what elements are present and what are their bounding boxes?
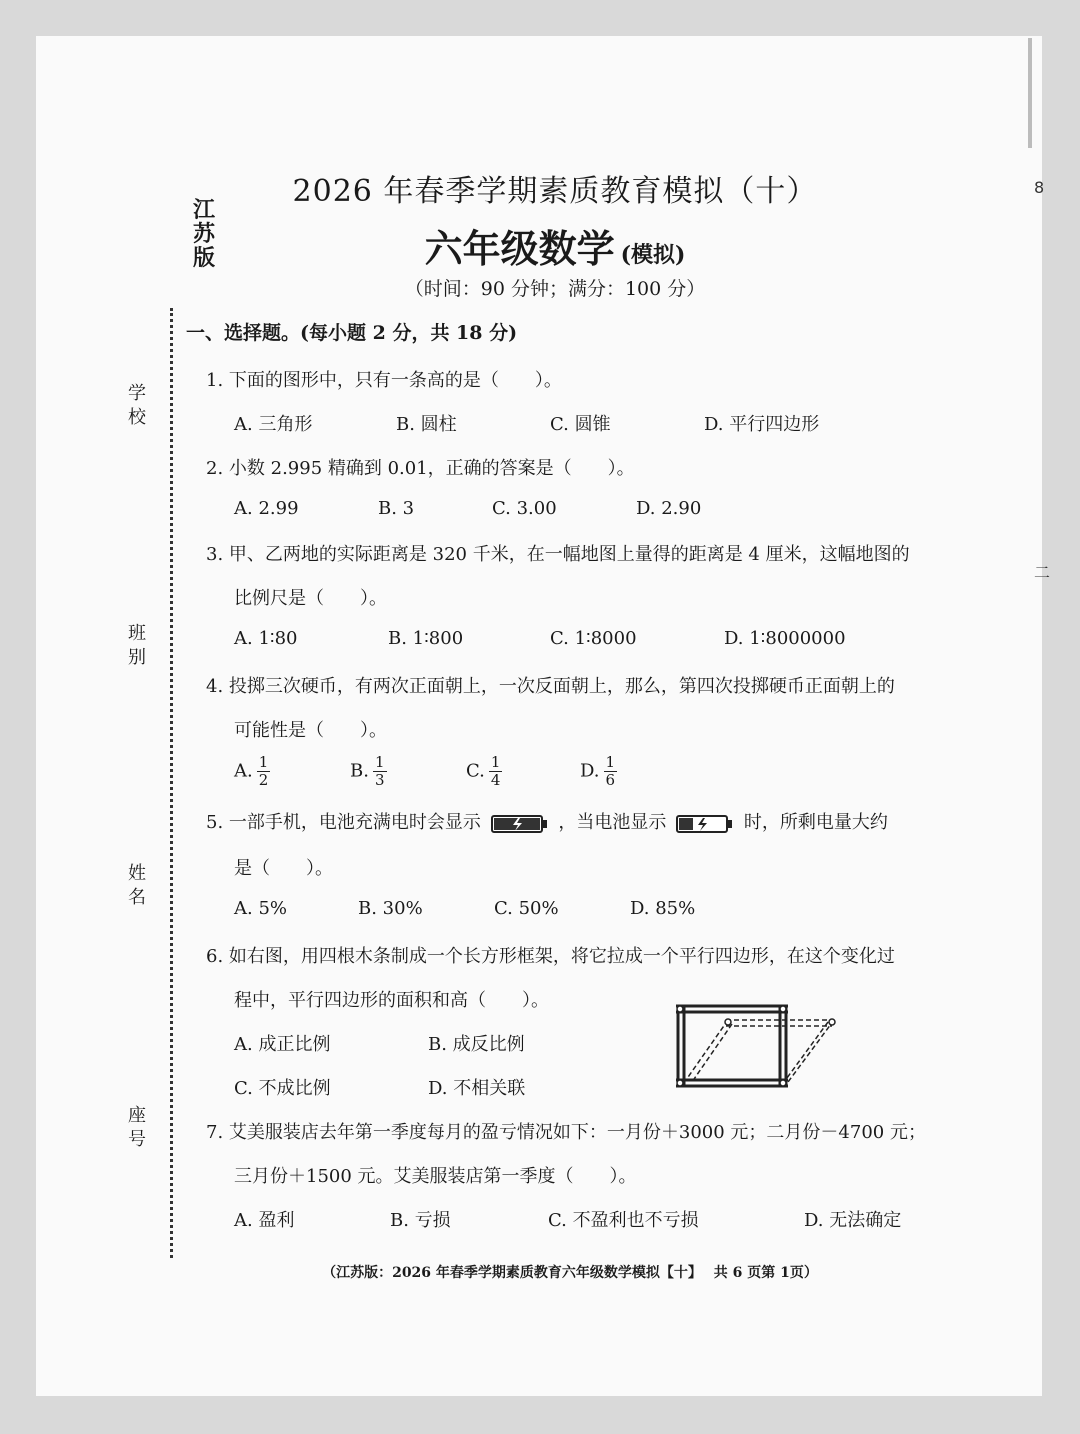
option-b[interactable]: B. 亏损 [390, 1210, 451, 1231]
label-seat [124, 1104, 150, 1152]
frame-figure [670, 998, 850, 1098]
question-5-part-b: ，当电池显示 [558, 812, 667, 833]
subject-title: 六年级数学 [424, 226, 615, 271]
label-char: 姓 [128, 863, 146, 884]
exam-title: 2026 年春季学期素质教育模拟（十） [292, 174, 818, 209]
numerator: 1 [258, 753, 269, 771]
label-char: 校 [128, 407, 146, 428]
subject-suffix: (模拟) [620, 242, 686, 268]
option-d[interactable] [580, 754, 617, 789]
label-char: 号 [128, 1129, 146, 1150]
option-a[interactable]: A. 成正比例 [234, 1034, 331, 1055]
question-area [186, 318, 976, 1231]
question-7-cont: 三月份＋1500 元。艾美服装店第一季度（ ）。 [234, 1166, 637, 1187]
binding-line [170, 308, 173, 1258]
question-3-cont: 比例尺是（ ）。 [234, 588, 387, 609]
page-footer: （江苏版：2026 年春季学期素质教育六年级数学模拟【十】 共 6 页第 1页） [322, 1265, 818, 1281]
option-d[interactable]: D. 85% [630, 898, 696, 919]
question-3: 3. 甲、乙两地的实际距离是 320 千米，在一幅地图上量得的距离是 4 厘米，这幅地图的 [206, 544, 910, 565]
question-4: 4. 投掷三次硬币，有两次正面朝上，一次反面朝上，那么，第四次投掷硬币正面朝上的 [206, 676, 895, 697]
option-d[interactable]: D. 平行四边形 [704, 414, 820, 435]
option-b[interactable]: B. 圆柱 [396, 414, 457, 435]
scrollbar[interactable] [1028, 38, 1032, 148]
question-5 [206, 808, 888, 834]
question-4-cont: 可能性是（ ）。 [234, 720, 387, 741]
numerator: 1 [490, 753, 501, 771]
edge-mark-top: 8 [1034, 178, 1045, 197]
label-char: 别 [128, 647, 146, 668]
denominator: 6 [605, 771, 616, 789]
fraction [373, 754, 387, 789]
exam-time-score: （时间：90 分钟；满分：100 分） [404, 278, 706, 300]
option-a[interactable]: A. 1∶80 [234, 628, 298, 649]
option-c[interactable]: C. 50% [494, 898, 559, 919]
option-c[interactable] [466, 754, 502, 789]
label-class [124, 622, 150, 670]
option-c[interactable]: C. 1∶8000 [550, 628, 637, 649]
option-b[interactable]: B. 1∶800 [388, 628, 464, 649]
question-5-part-a: 5. 一部手机，电池充满电时会显示 [206, 812, 481, 833]
option-letter: B. [350, 760, 369, 782]
option-d[interactable]: D. 2.90 [636, 498, 702, 519]
question-5-part-c: 时，所剩电量大约 [743, 812, 888, 833]
option-d[interactable]: D. 1∶8000000 [724, 628, 846, 649]
label-char: 班 [128, 623, 146, 644]
denominator: 4 [490, 771, 501, 789]
question-6: 6. 如右图，用四根木条制成一个长方形框架，将它拉成一个平行四边形，在这个变化过 [206, 946, 895, 967]
option-d[interactable]: D. 不相关联 [428, 1078, 526, 1099]
option-b[interactable] [350, 754, 387, 789]
option-a[interactable]: A. 5% [234, 898, 287, 919]
option-c[interactable]: C. 不成比例 [234, 1078, 331, 1099]
option-a[interactable]: A. 三角形 [234, 414, 313, 435]
battery-full-icon [491, 814, 549, 832]
question-5-cont: 是（ ）。 [234, 858, 333, 879]
edition-char: 江 [192, 197, 215, 223]
option-c[interactable]: C. 3.00 [492, 498, 557, 519]
option-c[interactable]: C. 不盈利也不亏损 [548, 1210, 699, 1231]
edition-char: 苏 [192, 221, 215, 247]
edge-mark-mid: 二 [1034, 563, 1051, 582]
fraction [489, 754, 503, 789]
question-7: 7. 艾美服装店去年第一季度每月的盈亏情况如下：一月份＋3000 元；二月份－4700 元； [206, 1122, 926, 1143]
numerator: 1 [374, 753, 385, 771]
question-2: 2. 小数 2.995 精确到 0.01，正确的答案是（ ）。 [206, 458, 635, 479]
label-name [124, 862, 150, 910]
denominator: 2 [258, 771, 269, 789]
option-a[interactable] [234, 754, 270, 789]
option-d[interactable]: D. 无法确定 [804, 1210, 902, 1231]
edition-char: 版 [192, 245, 215, 271]
label-char: 座 [128, 1105, 146, 1126]
label-school [124, 382, 150, 430]
numerator: 1 [605, 753, 616, 771]
battery-low-icon [676, 814, 734, 832]
option-c[interactable]: C. 圆锥 [550, 414, 611, 435]
question-1: 1. 下面的图形中，只有一条高的是（ ）。 [206, 370, 562, 391]
label-char: 名 [128, 887, 146, 908]
option-letter: C. [466, 760, 485, 782]
option-b[interactable]: B. 30% [358, 898, 423, 919]
option-letter: A. [234, 760, 253, 782]
fraction [604, 754, 618, 789]
option-a[interactable]: A. 盈利 [234, 1210, 295, 1231]
option-b[interactable]: B. 3 [378, 498, 415, 519]
fraction [257, 754, 271, 789]
denominator: 3 [374, 771, 385, 789]
label-char: 学 [128, 383, 146, 404]
exam-subject [0, 218, 1080, 273]
option-letter: D. [580, 760, 600, 782]
section-title: 一、选择题。(每小题 2 分，共 18 分) [186, 322, 518, 344]
question-6-cont: 程中，平行四边形的面积和高（ ）。 [234, 990, 549, 1011]
option-a[interactable]: A. 2.99 [234, 498, 299, 519]
option-b[interactable]: B. 成反比例 [428, 1034, 525, 1055]
